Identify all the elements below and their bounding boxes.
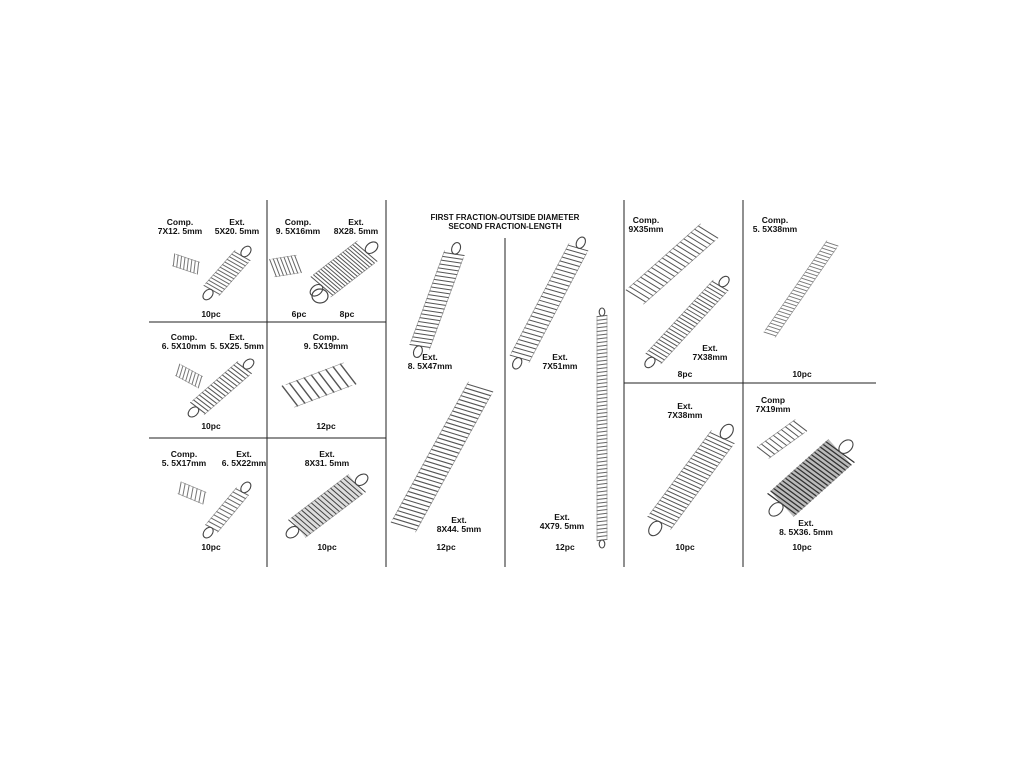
c8-label-0-1: 7X51mm xyxy=(542,361,578,371)
c12-label-0-0: Comp xyxy=(760,395,786,405)
c1-label-1-1: 5X20. 5mm xyxy=(214,226,260,236)
c5-label-1-1: 6. 5X22mm xyxy=(221,458,267,468)
c12-label-1-1: 8. 5X36. 5mm xyxy=(779,527,833,537)
c12-label-2-0: 10pc xyxy=(792,542,812,552)
c3-label-0-1: 6. 5X10mm xyxy=(161,341,207,351)
c3-comp-spring xyxy=(175,364,203,388)
c3-ext-spring xyxy=(186,357,256,419)
c5-label-2-0: 10pc xyxy=(201,542,221,552)
c5-label-0-0: Comp. xyxy=(170,449,198,459)
c10-label-1-0: 10pc xyxy=(792,369,812,379)
c7-label-1-1: 8X44. 5mm xyxy=(436,524,482,534)
c8-label-0-0: Ext. xyxy=(552,352,568,362)
c2-comp-spring xyxy=(270,255,302,277)
c3-label-1-0: Ext. xyxy=(229,332,245,342)
c2-label-1-1: 8X28. 5mm xyxy=(333,226,379,236)
c11-label-1-0: 10pc xyxy=(675,542,695,552)
c5-label-1-0: Ext. xyxy=(236,449,252,459)
c2-label-3-0: 8pc xyxy=(339,309,355,319)
c5-ext-spring xyxy=(201,480,253,540)
c2-label-2-0: 6pc xyxy=(291,309,307,319)
c7-label-2-0: 12pc xyxy=(436,542,456,552)
c8-label-2-0: 12pc xyxy=(555,542,575,552)
c12-label-0-1: 7X19mm xyxy=(755,404,791,414)
c1-label-0-0: Comp. xyxy=(166,217,194,227)
header-line-1: FIRST FRACTION-OUTSIDE DIAMETER xyxy=(430,213,580,222)
c1-comp-spring xyxy=(172,254,200,274)
c4-label-0-0: Comp. xyxy=(312,332,340,342)
c12-comp-spring xyxy=(757,420,806,459)
c2-label-0-1: 9. 5X16mm xyxy=(275,226,321,236)
c8-ext-spring-b xyxy=(597,308,607,548)
c9-label-0-1: 9X35mm xyxy=(628,224,664,234)
c3-label-1-1: 5. 5X25. 5mm xyxy=(210,341,264,351)
c12-label-1-0: Ext. xyxy=(798,518,814,528)
c3-label-0-0: Comp. xyxy=(170,332,198,342)
header-line-2: SECOND FRACTION-LENGTH xyxy=(448,222,562,231)
c6-label-0-0: Ext. xyxy=(319,449,335,459)
c5-label-0-1: 5. 5X17mm xyxy=(161,458,207,468)
c7-ext-spring-a xyxy=(410,241,464,358)
c4-label-0-1: 9. 5X19mm xyxy=(303,341,349,351)
c1-ext-spring xyxy=(201,244,253,302)
c7-label-1-0: Ext. xyxy=(451,515,467,525)
c2-label-1-0: Ext. xyxy=(348,217,364,227)
c10-label-0-1: 5. 5X38mm xyxy=(752,224,798,234)
c8-ext-spring-a xyxy=(510,235,588,370)
c6-label-0-1: 8X31. 5mm xyxy=(304,458,350,468)
c11-ext-spring xyxy=(646,422,736,538)
c7-ext-spring-b xyxy=(391,382,492,533)
c9-label-2-0: 8pc xyxy=(677,369,693,379)
c11-label-0-0: Ext. xyxy=(677,401,693,411)
c1-label-2-0: 10pc xyxy=(201,309,221,319)
c10-comp-spring xyxy=(764,241,838,338)
c11-label-0-1: 7X38mm xyxy=(667,410,703,420)
c7-label-0-1: 8. 5X47mm xyxy=(407,361,453,371)
c10-label-0-0: Comp. xyxy=(761,215,789,225)
c6-label-1-0: 10pc xyxy=(317,542,337,552)
c1-label-0-1: 7X12. 5mm xyxy=(157,226,203,236)
c9-label-0-0: Comp. xyxy=(632,215,660,225)
c9-label-1-1: 7X38mm xyxy=(692,352,728,362)
c9-comp-spring xyxy=(626,224,718,304)
c7-label-0-0: Ext. xyxy=(422,352,438,362)
c8-label-1-0: Ext. xyxy=(554,512,570,522)
c5-comp-spring xyxy=(178,482,207,504)
c6-ext-spring xyxy=(284,472,370,541)
c8-label-1-1: 4X79. 5mm xyxy=(539,521,585,531)
c1-label-1-0: Ext. xyxy=(229,217,245,227)
c3-label-2-0: 10pc xyxy=(201,421,221,431)
c2-label-0-0: Comp. xyxy=(284,217,312,227)
c9-label-1-0: Ext. xyxy=(702,343,718,353)
c12-ext-spring xyxy=(766,437,855,519)
c4-label-1-0: 12pc xyxy=(316,421,336,431)
c4-comp-spring xyxy=(282,363,355,407)
